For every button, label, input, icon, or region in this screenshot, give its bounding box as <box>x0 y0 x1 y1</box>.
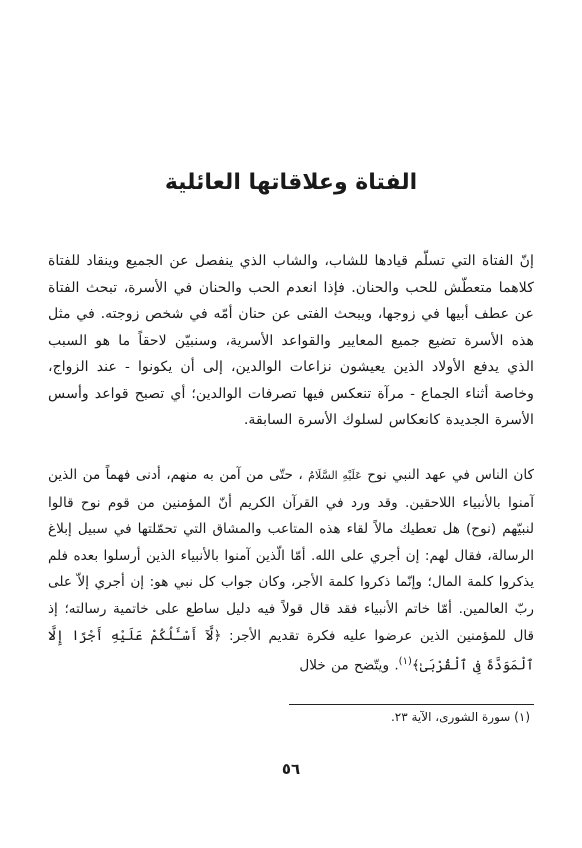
paragraph-2 <box>48 462 534 679</box>
paragraph-1: إنّ الفتاة التي تسلّم قيادها للشاب، والشاب الذي ينفصل عن الجميع وينقاد للفتاة كلاهما متعطّش للحب والحنان. فإذا انعدم الحب والحنان في الأسرة، تبحث الفتاة عن عطف أبيها في زوجها، ويبحث الفتى عن حنان أمّه في شخص زوجته. في مثل هذه الأسرة تضيع جميع المعايير والقواعد الأسرية، وسنبيّن لاحقاً ما هو السبب الذي يدفع الأولاد الذين يعيشون نزاعات الوالدين، إلى أن يكونوا - عند الزواج، وخاصة أثناء الجماع - مرآة تنعكس فيها تصرفات الوالدين؛ أي تصبح قواعد وأسس الأسرة الجديدة كانعكاس لسلوك الأسرة السابقة. <box>48 253 534 428</box>
footnote-divider <box>289 704 534 705</box>
chapter-title: الفتاة وعلاقاتها العائلية <box>164 170 418 195</box>
paragraph-2-middle: ، حتّى من آمن به منهم، أدنى فهماً من الذين آمنوا بالأنبياء اللاحقين. وقد ورد في القرآن الكريم أنّ المؤمنين من قوم نوح قالوا لنبيّهم (نوح) هل تعطيك مالاً لقاء هذه المتاعب والمشاق التي تحمّلتها في سبيل إبلاغ الرسالة، فقال لهم: إن أجري على الله. أمّا الّذين آمنوا بالأنبياء الذين أرسلوا بعده فلم يذكروا كلمة المال؛ وإنّما ذكروا كلمة الأجر، وكان جواب كل نبي هو: إن أجري إلاّ على ربّ العالمين. أمّا خاتم الأنبياء فقد قال قولاً فيه دليل ساطع على خاتمية رسالته؛ إذ قال للمؤمنين الذين عرضوا عليه فكرة تقديم الأجر: <box>48 467 534 644</box>
paragraph-2-start: كان الناس في عهد النبي نوح <box>367 467 535 483</box>
footnote-reference: (١) <box>398 656 412 668</box>
page-number: ٥٦ <box>281 760 301 778</box>
honorific-phrase: عَلَيْهِ السَّلَامُ <box>308 469 362 482</box>
footnote: (١) سورة الشورى، الآية ٢٣. <box>390 710 530 724</box>
paragraph-2-end: . ويتّضح من خلال <box>299 657 399 674</box>
quran-verse: ﴿لَّآ أَسْـَٔلُكُمْ عَلَيْهِ أَجْرًا إِلَّا ٱلْمَوَدَّةَ فِى ٱلْقُرْبَىٰ﴾ <box>48 627 534 674</box>
